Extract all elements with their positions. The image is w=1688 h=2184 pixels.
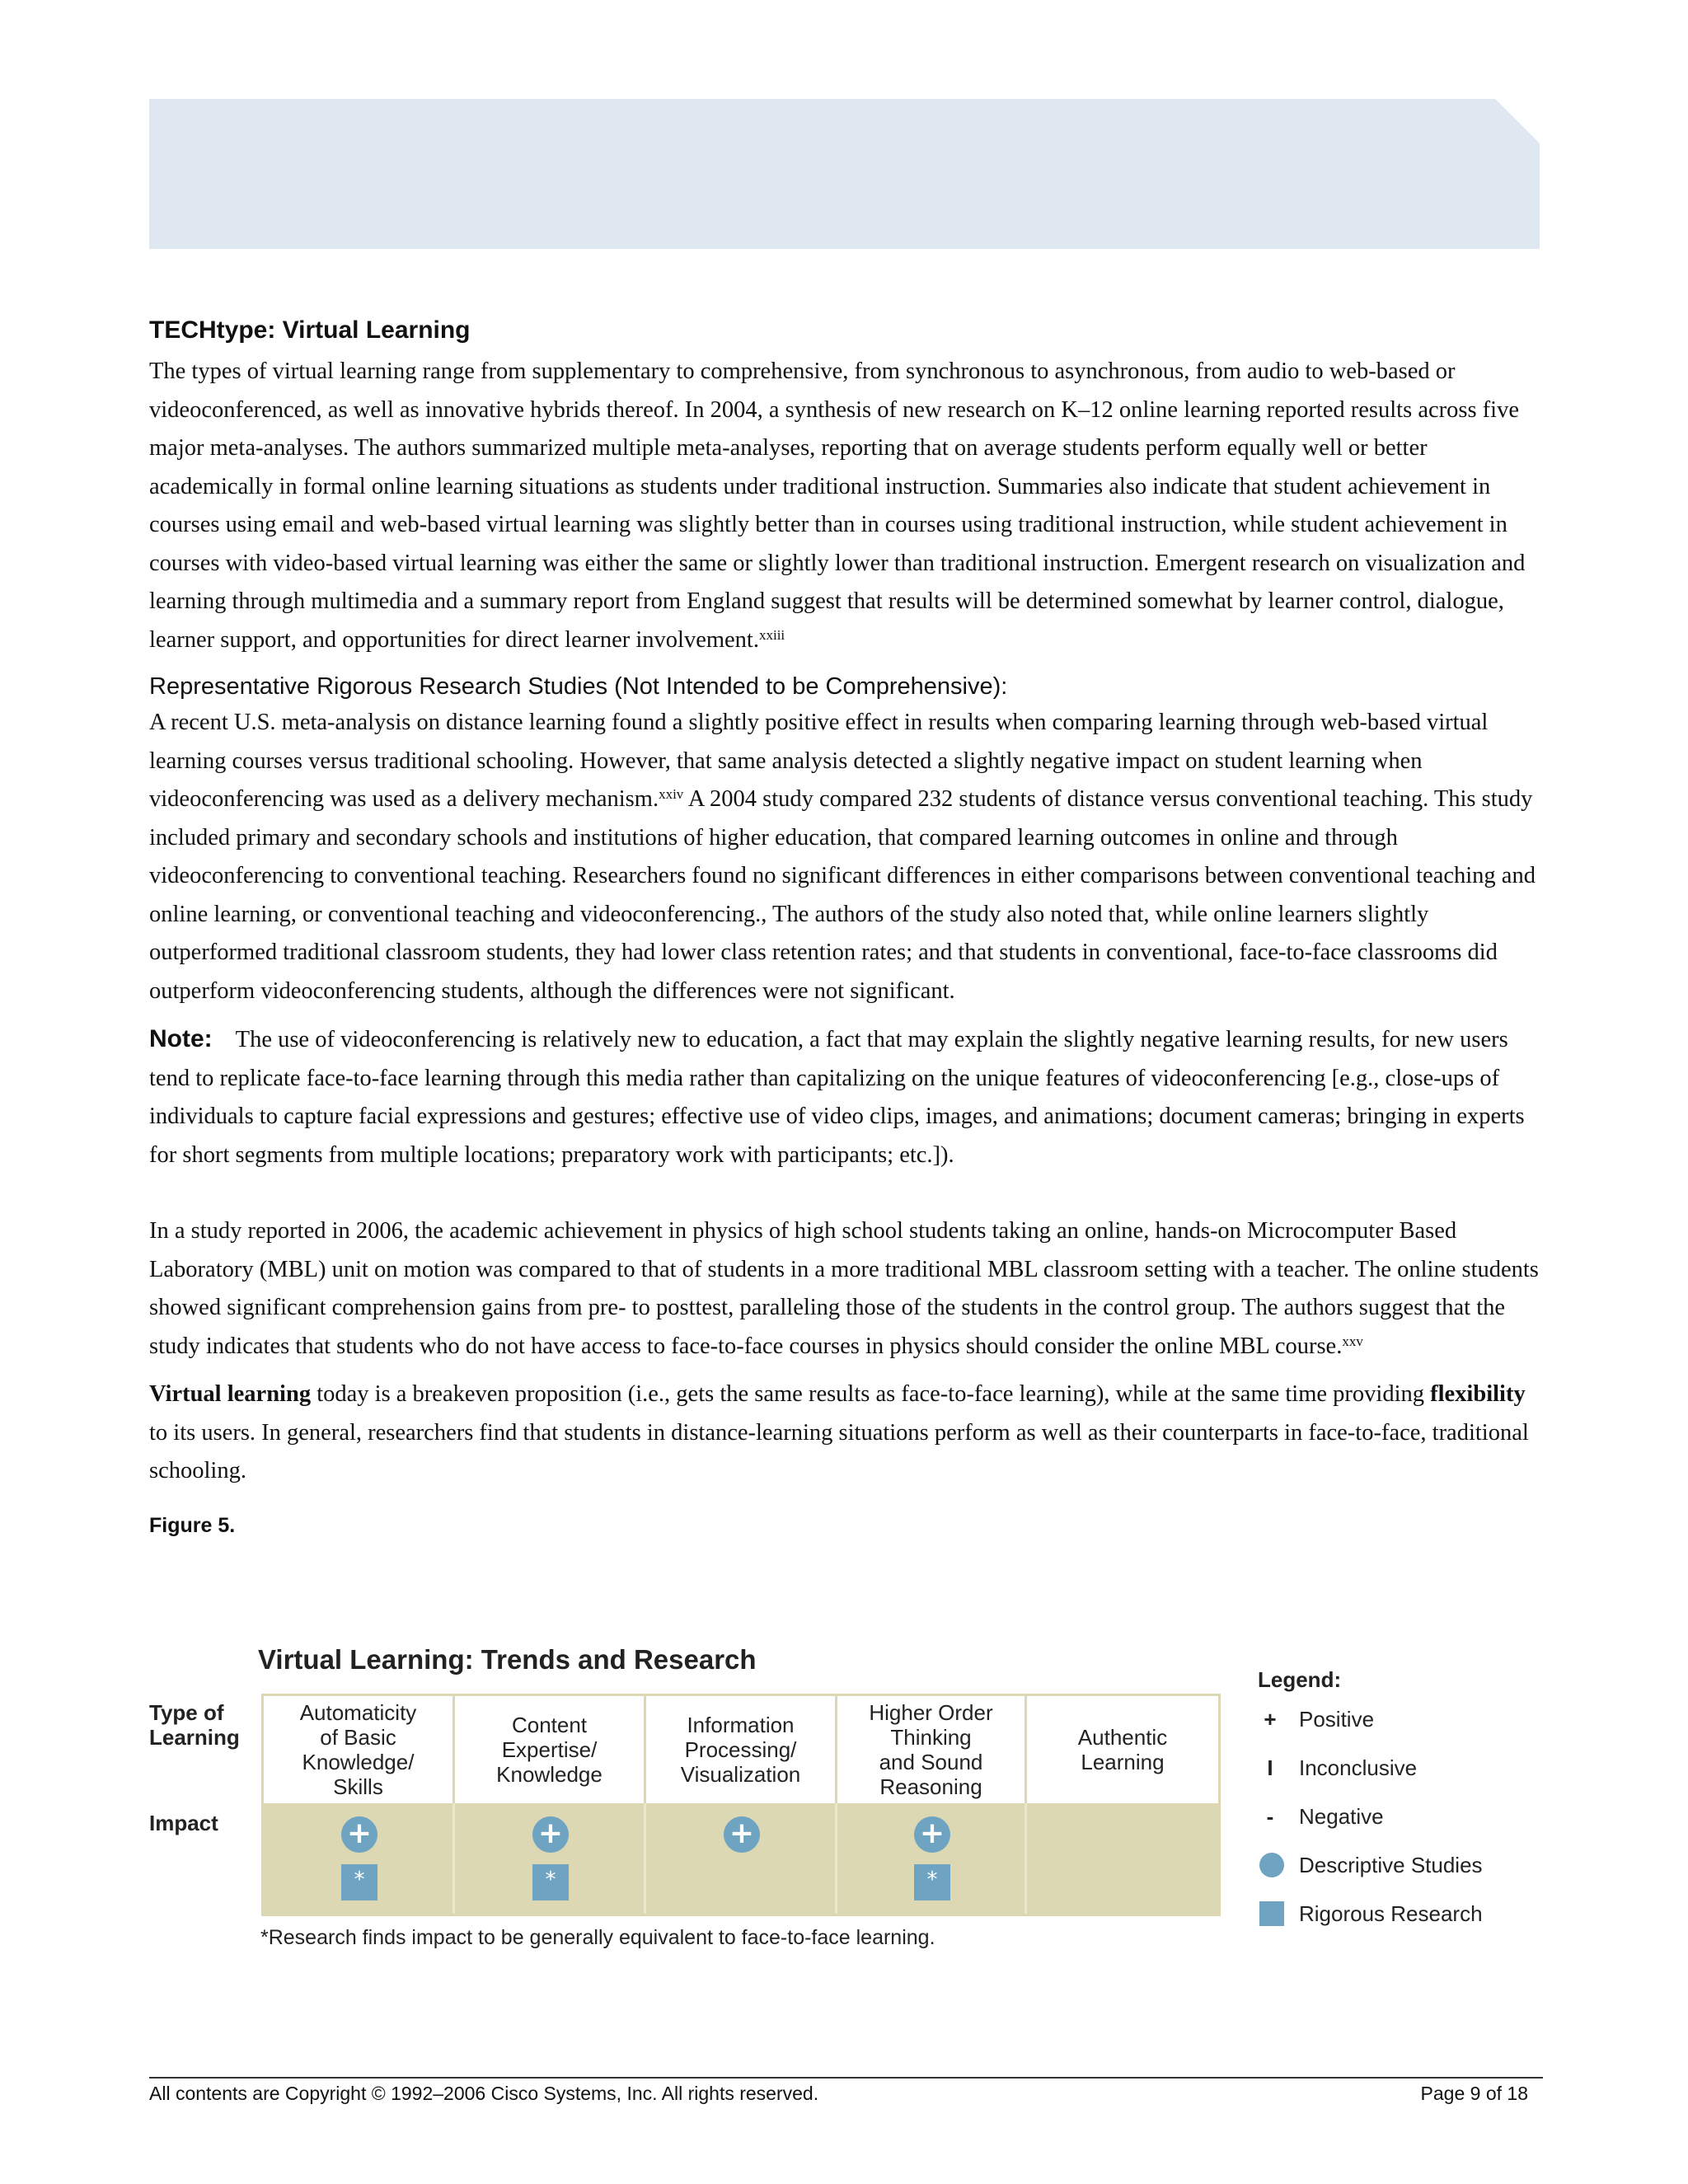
footer-page-number: Page 9 of 18 <box>1420 2083 1528 2104</box>
row-label-type: Type of Learning <box>149 1700 240 1750</box>
legend-item <box>1258 1707 1530 1740</box>
column-header-label: Content Expertise/ Knowledge <box>496 1713 603 1787</box>
legend-symbol: I <box>1267 1755 1273 1780</box>
column-header <box>455 1696 646 1803</box>
rigorous-research-marker: * <box>914 1864 950 1900</box>
legend-title: Legend: <box>1258 1667 1342 1692</box>
legend-label: Positive <box>1299 1707 1375 1732</box>
conclusion-bold-2: flexibility <box>1430 1381 1526 1407</box>
legend-item <box>1258 1901 1530 1934</box>
figure-label: Figure 5. <box>149 1513 236 1537</box>
column-header <box>646 1696 837 1803</box>
legend-label: Descriptive Studies <box>1299 1853 1483 1877</box>
footer-divider <box>149 2077 1543 2079</box>
study-2006-text: In a study reported in 2006, the academic achievement in physics of high school students taking an online, hands-on Microcomputer Based Laboratory (MBL) unit on motion was compared to that of students in a more traditional MBL classroom setting with a teacher. The online students showed significant comprehension gains from pre- to posttest, paralleling those of the students in the control group. The authors suggest that the study indicates that students who do not have access to face-to-face courses in physics should consider the online MBL course. <box>149 1218 1539 1359</box>
rigorous-research-marker: * <box>341 1864 377 1900</box>
column-header-label: Higher Order Thinking and Sound Reasoning <box>869 1700 993 1799</box>
study-2006-paragraph <box>149 1212 1540 1366</box>
legend-label: Inconclusive <box>1299 1755 1418 1780</box>
studies-text-b: A 2004 study compared 232 students of distance versus conventional teaching. This study included primary and secondary schools and institutions of higher education, that compared learning outcomes in online and through videoconferencing to conventional teaching. Researchers found no significant differences in either comparisons between conventional teaching and online learning, or conventional teaching and videoconferencing., The authors of the study also noted that, while online learners slightly outperformed traditional classroom students, they had lower class retention rates; and that students in conventional, face-to-face classrooms did outperform videoconferencing students, although the differences were not significant. <box>149 786 1536 1004</box>
legend-item <box>1258 1755 1530 1788</box>
intro-text: The types of virtual learning range from supplementary to comprehensive, from synchronous to asynchronous, from audio to web-based or videoconferenced, as well as innovative hybrids thereof. In 2004, a synthesis of new research on K–12 online learning reported results across five major meta-analyses. The authors summarized multiple meta-analyses, reporting that on average students perform equally well or better academically in formal online learning situations as students under traditional instruction. Summaries also indicate that student achievement in courses using email and web-based virtual learning was slightly better than in courses using traditional instruction, while student achievement in courses with video-based virtual learning was either the same or slightly lower than traditional instruction. Emergent research on visualization and learning through multimedia and a summary report from England suggest that results will be determined somewhat by learner control, dialogue, learner support, and opportunities for direct learner involvement. <box>149 359 1526 653</box>
impact-cell <box>1027 1803 1218 1914</box>
studies-ref: xxiv <box>659 786 684 802</box>
legend-symbol: - <box>1266 1804 1274 1829</box>
study-2006-ref: xxv <box>1342 1333 1363 1349</box>
conclusion-paragraph <box>149 1376 1540 1491</box>
studies-paragraph <box>149 704 1540 1010</box>
column-header-label: Information Processing/ Visualization <box>680 1713 801 1787</box>
intro-paragraph <box>149 353 1540 659</box>
descriptive-positive-marker: + <box>341 1816 377 1853</box>
note-label: Note: <box>149 1025 213 1052</box>
conclusion-end: to its users. In general, researchers find that students in distance-learning situations perform as well as their counterparts in face-to-face, traditional schooling. <box>149 1419 1529 1483</box>
impact-table <box>261 1694 1221 1916</box>
conclusion-mid: today is a breakeven proposition (i.e., gets the same results as face-to-face learning), while at the same time providing <box>311 1381 1431 1407</box>
descriptive-positive-marker: + <box>532 1816 569 1853</box>
column-header-label: Authentic Learning <box>1077 1725 1168 1774</box>
legend-item <box>1258 1804 1530 1837</box>
impact-cell <box>837 1803 1027 1914</box>
column-header-label: Automaticity of Basic Knowledge/ Skills <box>299 1700 417 1799</box>
intro-ref: xxiii <box>758 626 785 643</box>
legend <box>1258 1667 1483 1926</box>
note-paragraph <box>149 1020 1540 1174</box>
descriptive-positive-marker: + <box>914 1816 950 1853</box>
legend-symbol: + <box>1264 1707 1277 1732</box>
figure-title: Virtual Learning: Trends and Research <box>258 1644 757 1675</box>
legend-label: Rigorous Research <box>1299 1901 1483 1926</box>
circle-icon <box>1259 1853 1284 1877</box>
square-icon <box>1259 1901 1284 1926</box>
note-text: The use of videoconferencing is relatively new to education, a fact that may explain the slightly negative learning results, for new users tend to replicate face-to-face learning through this media rather than capitalizing on the unique features of videoconferencing [e.g., close-ups of individuals to capture facial expressions and gestures; effective use of video clips, images, and animations; document cameras; bringing in experts for short segments from multiple locations; preparatory work with participants; etc.]). <box>149 1027 1525 1168</box>
column-header <box>1027 1696 1218 1803</box>
column-header <box>837 1696 1027 1803</box>
impact-cell <box>264 1803 455 1914</box>
figure-5 <box>149 1636 1550 1966</box>
rigorous-research-marker: * <box>532 1864 569 1900</box>
conclusion-bold-1: Virtual learning <box>149 1381 312 1407</box>
studies-text-a: A recent U.S. meta-analysis on distance learning found a slightly positive effect in results when comparing learning through web-based virtual learning courses versus traditional schooling. However, that same analysis detected a slightly negative impact on student learning when videoconferencing was used as a delivery mechanism. <box>149 710 1489 812</box>
figure-footnote: *Research finds impact to be generally equivalent to face-to-face learning. <box>260 1926 935 1949</box>
row-label-impact: Impact <box>149 1811 218 1835</box>
legend-item <box>1258 1853 1530 1886</box>
footer-copyright: All contents are Copyright © 1992–2006 Cisco Systems, Inc. All rights reserved. <box>149 2083 819 2104</box>
column-header <box>264 1696 455 1803</box>
studies-heading: Representative Rigorous Research Studies (Not Intended to be Comprehensive): <box>149 673 1008 700</box>
legend-label: Negative <box>1299 1804 1384 1829</box>
section-title: TECHtype: Virtual Learning <box>149 316 471 344</box>
header-banner <box>149 99 1540 249</box>
impact-cell <box>455 1803 646 1914</box>
descriptive-positive-marker: + <box>724 1816 760 1853</box>
main-content <box>149 313 1540 1538</box>
impact-cell <box>646 1803 837 1914</box>
